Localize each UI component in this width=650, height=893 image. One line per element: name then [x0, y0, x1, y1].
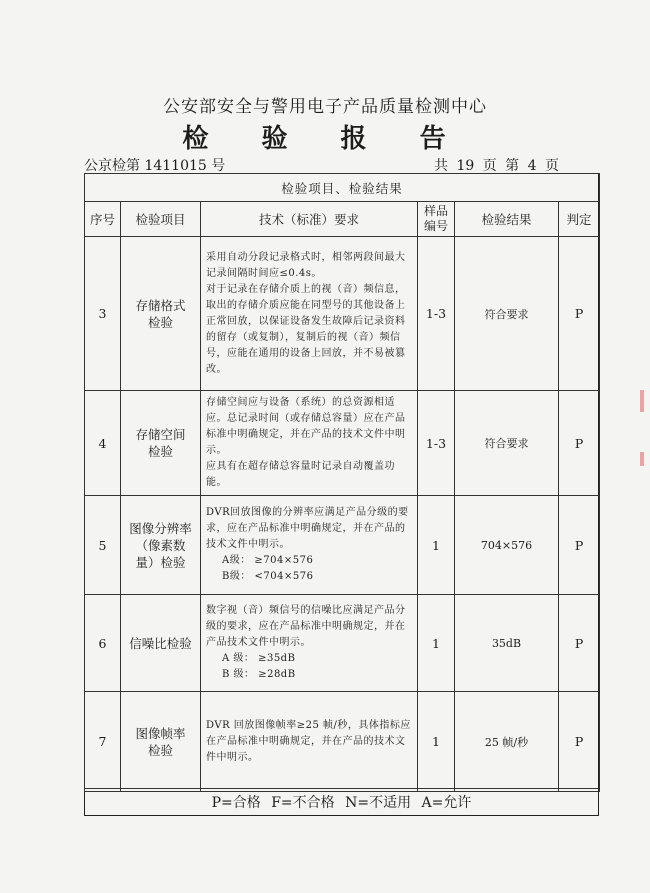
row-item-line: 存储空间 — [135, 427, 186, 442]
row-verdict: P — [559, 237, 600, 391]
row-item — [121, 237, 201, 391]
col-seq-header: 序号 — [85, 202, 121, 237]
section-title: 检验项目、检验结果 — [85, 174, 600, 202]
row-sample: 1 — [418, 692, 455, 792]
requirement-paragraph: 对于记录在存储介质上的视（音）频信息，取出的存储介质应能在同型号的其他设备上正常回放，以保证设备发生故障后记录资料的留存（或复制），复制后的视（音）频信号，应能在通用的设备上回放，并不易被篡改。 — [206, 283, 406, 375]
row-seq: 6 — [85, 595, 121, 692]
row-sample: 1 — [418, 595, 455, 692]
col-sample-header-line2: 编号 — [423, 219, 448, 233]
table-row — [85, 692, 600, 792]
col-item-header: 检验项目 — [121, 202, 201, 237]
row-result: 25 帧/秒 — [455, 692, 559, 792]
row-requirement — [201, 692, 418, 792]
requirement-paragraph: DVR 回放图像帧率≥25 帧/秒，具体指标应在产品标准中明确规定，并在产品的技术文件中明示。 — [206, 719, 411, 763]
verdict-legend: P=合格 F=不合格 N=不适用 A=允许 — [84, 788, 599, 817]
col-sample-header-line1: 样品 — [423, 204, 448, 218]
requirement-paragraph: 应具有在超存储总容量时记录自动覆盖功能。 — [206, 461, 395, 488]
row-requirement — [201, 237, 418, 391]
row-seq: 4 — [85, 391, 121, 496]
row-item-line: 存储格式 — [135, 297, 186, 313]
row-requirement — [201, 496, 418, 595]
row-sample: 1 — [418, 496, 455, 595]
col-requirement-header: 技术（标准）要求 — [201, 202, 418, 237]
table-row — [85, 595, 600, 692]
row-result: 704×576 — [455, 496, 559, 595]
table-row — [85, 237, 600, 391]
row-verdict: P — [559, 391, 600, 496]
row-item — [121, 692, 201, 792]
col-result-header: 检验结果 — [455, 202, 559, 237]
header-row — [85, 202, 600, 237]
report-title: 检 验 报 告 — [182, 124, 468, 154]
row-item-line: 检验 — [147, 314, 173, 330]
requirement-grade-a: A级： ≥704×576 — [222, 555, 314, 566]
row-seq: 3 — [85, 237, 121, 391]
requirement-paragraph: DVR回放图像的分辨率应满足产品分级的要求，应在产品标准中明确规定，并在产品的技术文件中明示。 — [206, 507, 409, 550]
row-sample: 1-3 — [418, 391, 455, 496]
row-result: 符合要求 — [455, 237, 559, 391]
row-verdict: P — [559, 692, 600, 792]
requirement-grade-b: B级： <704×576 — [222, 571, 314, 582]
row-requirement — [201, 595, 418, 692]
table-row — [85, 391, 600, 496]
row-item-line: （像素数 — [135, 537, 186, 553]
seal-edge-mark — [640, 452, 644, 466]
row-item-line: 检验 — [147, 444, 173, 459]
row-item-line: 图像分辨率 — [129, 520, 192, 536]
requirement-paragraph: 采用自动分段记录格式时，相邻两段间最大记录间隔时间应≤0.4s。 — [206, 251, 406, 279]
requirement-grade-a: A 级： ≥35dB — [222, 653, 296, 664]
requirement-paragraph: 数字视（音）频信号的信噪比应满足产品分级的要求，应在产品标准中明确规定，并在产品技术文件中明示。 — [206, 605, 406, 648]
col-verdict-header: 判定 — [559, 202, 600, 237]
row-verdict: P — [559, 595, 600, 692]
document-number: 公京检第 1411015 号 — [84, 158, 226, 174]
row-seq: 7 — [85, 692, 121, 792]
row-item-line: 信噪比检验 — [129, 635, 192, 651]
row-sample: 1-3 — [418, 237, 455, 391]
inspection-table — [84, 173, 600, 792]
row-verdict: P — [559, 496, 600, 595]
organization-name: 公安部安全与警用电子产品质量检测中心 — [163, 97, 487, 117]
row-item-line: 图像帧率 — [135, 725, 186, 741]
row-item — [121, 391, 201, 496]
col-sample-header — [418, 202, 455, 237]
row-item-line: 检验 — [147, 742, 173, 758]
row-requirement — [201, 391, 418, 496]
row-item-line: 量）检验 — [135, 554, 186, 570]
table-row — [85, 496, 600, 595]
row-result: 符合要求 — [455, 391, 559, 496]
row-item — [121, 595, 201, 692]
section-title-row — [85, 174, 600, 202]
requirement-paragraph: 存储空间应与设备（系统）的总资源相适应。总记录时间（或存储总容量）应在产品标准中明确规定，并在产品的技术文件中明示。 — [206, 397, 406, 456]
row-seq: 5 — [85, 496, 121, 595]
seal-edge-mark — [640, 390, 644, 412]
requirement-grade-b: B 级： ≥28dB — [222, 669, 296, 680]
page-info: 共 19 页 第 4 页 — [434, 158, 559, 174]
row-item — [121, 496, 201, 595]
row-result: 35dB — [455, 595, 559, 692]
